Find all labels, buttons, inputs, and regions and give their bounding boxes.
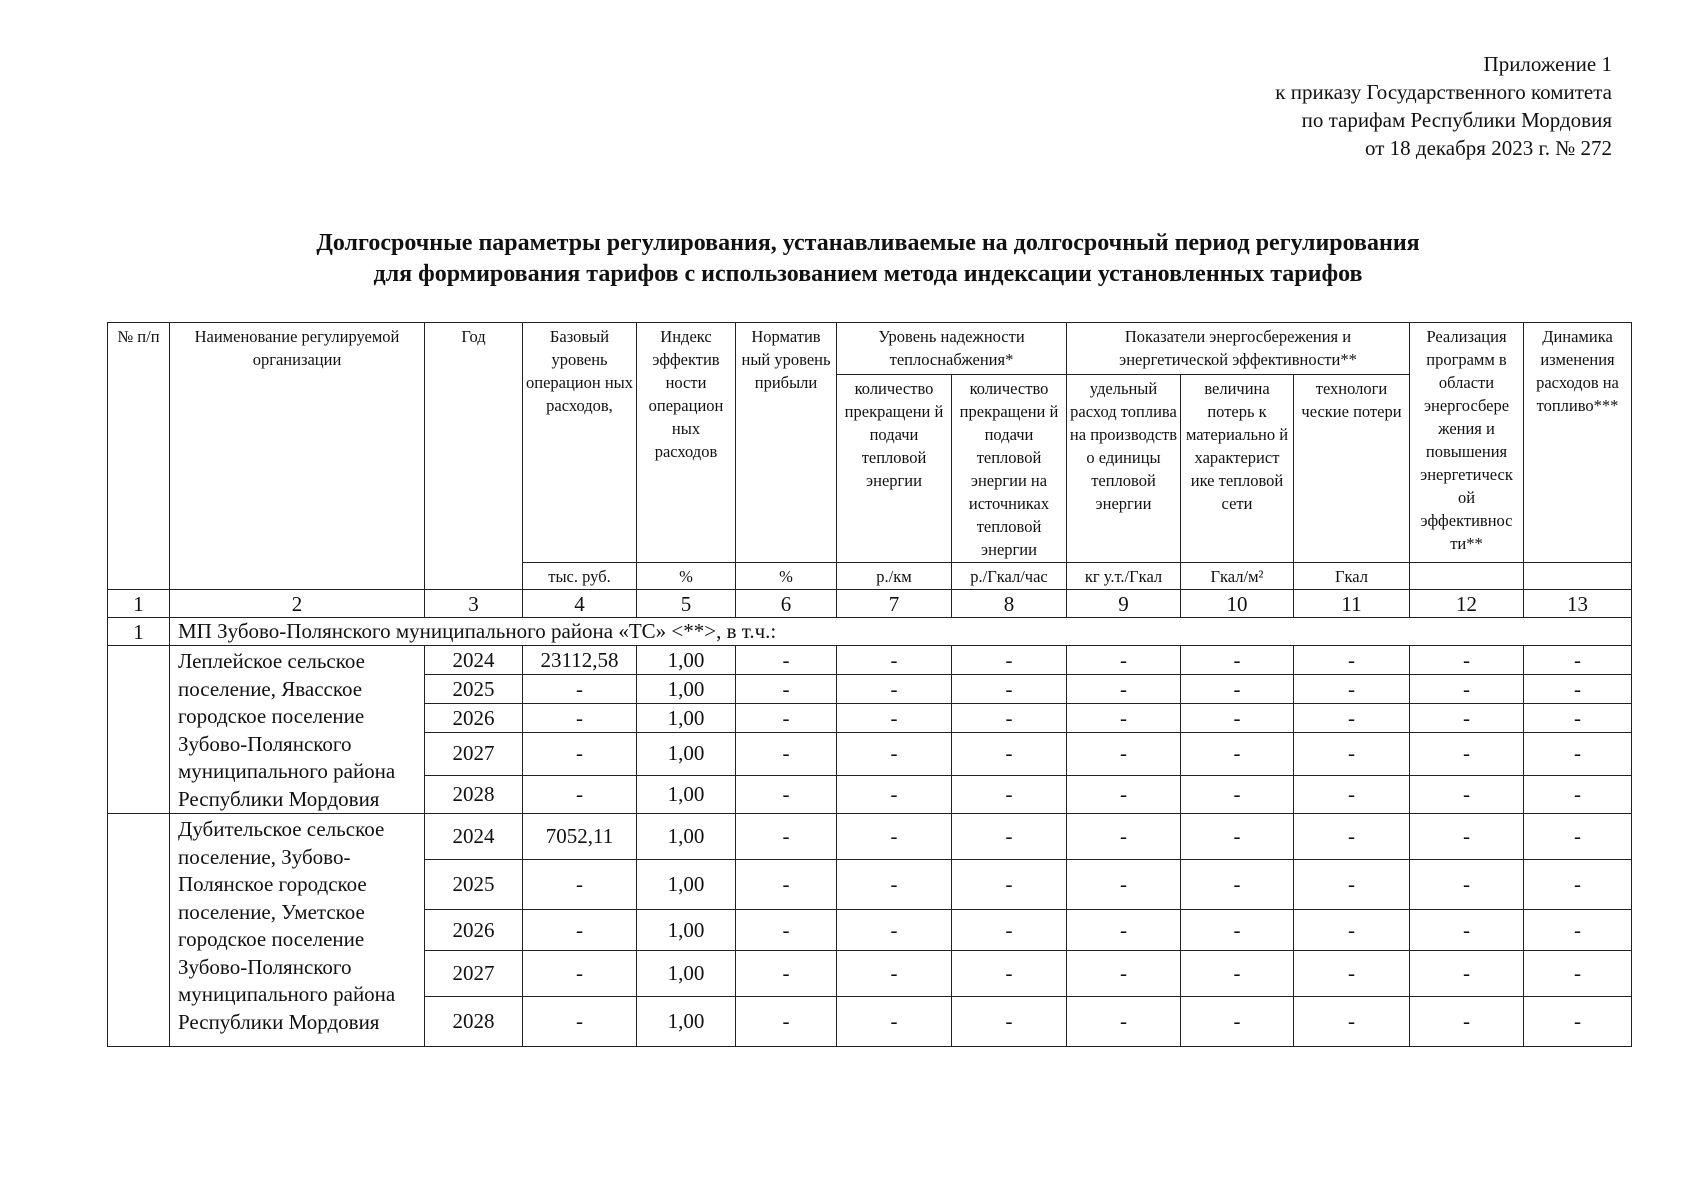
- appendix-line: к приказу Государственного комитета: [1275, 80, 1612, 104]
- cell-c12: -: [1410, 704, 1524, 733]
- cell-c9: -: [1067, 860, 1181, 910]
- cell-c9: -: [1067, 997, 1181, 1047]
- cell-c7: -: [837, 997, 952, 1047]
- cell-c12: -: [1410, 775, 1524, 813]
- cell-base: 23112,58: [523, 646, 637, 675]
- cell-c11: -: [1294, 646, 1410, 675]
- cell-c10: -: [1181, 910, 1294, 951]
- cell-c8: -: [952, 951, 1067, 997]
- header-num: № п/п: [108, 323, 170, 590]
- column-number: 7: [837, 590, 952, 618]
- cell-c7: -: [837, 860, 952, 910]
- cell-c8: -: [952, 910, 1067, 951]
- cell-c9: -: [1067, 814, 1181, 860]
- cell-c8: -: [952, 675, 1067, 704]
- cell-index: 1,00: [637, 860, 736, 910]
- cell-base: -: [523, 775, 637, 813]
- cell-c7: -: [837, 675, 952, 704]
- group-number-cell: [108, 646, 170, 814]
- cell-index: 1,00: [637, 675, 736, 704]
- cell-c6: -: [736, 675, 837, 704]
- cell-c7: -: [837, 646, 952, 675]
- cell-year: 2026: [425, 704, 523, 733]
- cell-c10: -: [1181, 775, 1294, 813]
- cell-c7: -: [837, 704, 952, 733]
- cell-c12: -: [1410, 910, 1524, 951]
- cell-c13: -: [1524, 814, 1632, 860]
- cell-c8: -: [952, 733, 1067, 776]
- cell-c11: -: [1294, 775, 1410, 813]
- column-number: 2: [170, 590, 425, 618]
- header-programs: Реализация программ в области энергосбере жения и повышения энергетическ ой эффективнос ти**: [1410, 323, 1524, 563]
- organization-name: МП Зубово-Полянского муниципального района «ТС» <**>, в т.ч.:: [170, 618, 1632, 646]
- cell-year: 2026: [425, 910, 523, 951]
- cell-c9: -: [1067, 910, 1181, 951]
- cell-c13: -: [1524, 951, 1632, 997]
- header-fuel: Динамика изменения расходов на топливо***: [1524, 323, 1632, 563]
- unit-en-a: кг у.т./Гкал: [1067, 563, 1181, 590]
- title-line: для формирования тарифов с использованием метода индексации установленных тарифов: [373, 261, 1363, 287]
- cell-c6: -: [736, 733, 837, 776]
- cell-c13: -: [1524, 997, 1632, 1047]
- subdivision-name: Леплейское сельское поселение, Явасское городское поселение Зубово-Полянского муниципального района Республики Мордовия: [170, 646, 425, 814]
- cell-index: 1,00: [637, 910, 736, 951]
- column-number: 10: [1181, 590, 1294, 618]
- header-en-b: величина потерь к материально й характерист ике тепловой сети: [1181, 375, 1294, 563]
- cell-year: 2028: [425, 775, 523, 813]
- cell-c10: -: [1181, 997, 1294, 1047]
- cell-base: -: [523, 860, 637, 910]
- cell-year: 2025: [425, 860, 523, 910]
- cell-c11: -: [1294, 951, 1410, 997]
- header-org: Наименование регулируемой организации: [170, 323, 425, 590]
- appendix-line: Приложение 1: [1483, 52, 1612, 76]
- cell-index: 1,00: [637, 733, 736, 776]
- cell-c9: -: [1067, 704, 1181, 733]
- cell-index: 1,00: [637, 775, 736, 813]
- cell-c11: -: [1294, 910, 1410, 951]
- unit-index: %: [637, 563, 736, 590]
- cell-base: -: [523, 704, 637, 733]
- cell-c11: -: [1294, 733, 1410, 776]
- appendix-line: по тарифам Республики Мордовия: [1301, 108, 1612, 132]
- column-number: 4: [523, 590, 637, 618]
- header-year: Год: [425, 323, 523, 590]
- column-number: 9: [1067, 590, 1181, 618]
- cell-base: 7052,11: [523, 814, 637, 860]
- cell-c8: -: [952, 860, 1067, 910]
- cell-c9: -: [1067, 775, 1181, 813]
- cell-base: -: [523, 910, 637, 951]
- cell-c6: -: [736, 775, 837, 813]
- unit-rel-a: р./км: [837, 563, 952, 590]
- header-en-c: технологи ческие потери: [1294, 375, 1410, 563]
- header-en-a: удельный расход топлива на производств о единицы тепловой энергии: [1067, 375, 1181, 563]
- cell-c12: -: [1410, 814, 1524, 860]
- cell-c8: -: [952, 646, 1067, 675]
- cell-c8: -: [952, 704, 1067, 733]
- column-number: 6: [736, 590, 837, 618]
- cell-c9: -: [1067, 675, 1181, 704]
- header-rel-b: количество прекращени й подачи тепловой энергии на источниках тепловой энергии: [952, 375, 1067, 563]
- subdivision-name: Дубительское сельское поселение, Зубово-Полянское городское поселение, Уметское городское поселение Зубово-Полянского муниципального района Республики Мордовия: [170, 814, 425, 1047]
- cell-c11: -: [1294, 997, 1410, 1047]
- header-energy: Показатели энергосбережения и энергетической эффективности**: [1067, 323, 1410, 375]
- parameters-table: [107, 322, 1632, 1047]
- cell-year: 2027: [425, 951, 523, 997]
- cell-index: 1,00: [637, 997, 736, 1047]
- column-number: 3: [425, 590, 523, 618]
- cell-c6: -: [736, 646, 837, 675]
- cell-c12: -: [1410, 860, 1524, 910]
- column-number: 1: [108, 590, 170, 618]
- cell-c6: -: [736, 704, 837, 733]
- cell-c11: -: [1294, 860, 1410, 910]
- column-number: 12: [1410, 590, 1524, 618]
- unit-profit: %: [736, 563, 837, 590]
- unit-en-c: Гкал: [1294, 563, 1410, 590]
- cell-c6: -: [736, 860, 837, 910]
- unit-rel-b: р./Гкал/час: [952, 563, 1067, 590]
- group-number-cell: [108, 814, 170, 1047]
- cell-c8: -: [952, 997, 1067, 1047]
- unit-fuel: [1524, 563, 1632, 590]
- cell-c13: -: [1524, 704, 1632, 733]
- unit-base: тыс. руб.: [523, 563, 637, 590]
- organization-row: [108, 618, 1632, 646]
- column-number: 13: [1524, 590, 1632, 618]
- header-rel-a: количество прекращени й подачи тепловой энергии: [837, 375, 952, 563]
- column-number: 5: [637, 590, 736, 618]
- cell-c8: -: [952, 814, 1067, 860]
- cell-index: 1,00: [637, 814, 736, 860]
- cell-c7: -: [837, 814, 952, 860]
- appendix-line: от 18 декабря 2023 г. № 272: [1365, 136, 1612, 160]
- document-title: [0, 228, 1698, 290]
- cell-year: 2027: [425, 733, 523, 776]
- cell-c12: -: [1410, 646, 1524, 675]
- cell-index: 1,00: [637, 704, 736, 733]
- column-number: 11: [1294, 590, 1410, 618]
- cell-c7: -: [837, 910, 952, 951]
- cell-c12: -: [1410, 733, 1524, 776]
- cell-year: 2028: [425, 997, 523, 1047]
- column-number: 8: [952, 590, 1067, 618]
- cell-c6: -: [736, 951, 837, 997]
- cell-c13: -: [1524, 910, 1632, 951]
- cell-c10: -: [1181, 733, 1294, 776]
- cell-base: -: [523, 951, 637, 997]
- cell-c10: -: [1181, 646, 1294, 675]
- cell-c11: -: [1294, 704, 1410, 733]
- unit-en-b: Гкал/м²: [1181, 563, 1294, 590]
- cell-c10: -: [1181, 814, 1294, 860]
- cell-c7: -: [837, 775, 952, 813]
- cell-c6: -: [736, 814, 837, 860]
- cell-year: 2025: [425, 675, 523, 704]
- cell-year: 2024: [425, 814, 523, 860]
- cell-c9: -: [1067, 733, 1181, 776]
- cell-c7: -: [837, 733, 952, 776]
- cell-c9: -: [1067, 646, 1181, 675]
- cell-base: -: [523, 733, 637, 776]
- appendix-block: [1275, 50, 1612, 162]
- cell-c7: -: [837, 951, 952, 997]
- header-base: Базовый уровень операцион ных расходов,: [523, 323, 637, 563]
- header-index: Индекс эффектив ности операцион ных расходов: [637, 323, 736, 563]
- cell-c13: -: [1524, 646, 1632, 675]
- cell-c6: -: [736, 910, 837, 951]
- unit-programs: [1410, 563, 1524, 590]
- cell-year: 2024: [425, 646, 523, 675]
- column-number-row: [108, 590, 1632, 618]
- cell-c13: -: [1524, 733, 1632, 776]
- cell-base: -: [523, 997, 637, 1047]
- cell-c12: -: [1410, 997, 1524, 1047]
- cell-c9: -: [1067, 951, 1181, 997]
- header-reliability: Уровень надежности теплоснабжения*: [837, 323, 1067, 375]
- table-row: [108, 814, 1632, 860]
- cell-c6: -: [736, 997, 837, 1047]
- cell-c13: -: [1524, 675, 1632, 704]
- cell-index: 1,00: [637, 951, 736, 997]
- header-profit: Норматив ный уровень прибыли: [736, 323, 837, 563]
- cell-base: -: [523, 675, 637, 704]
- cell-c10: -: [1181, 951, 1294, 997]
- cell-c10: -: [1181, 704, 1294, 733]
- cell-index: 1,00: [637, 646, 736, 675]
- cell-c11: -: [1294, 814, 1410, 860]
- cell-c10: -: [1181, 675, 1294, 704]
- cell-c12: -: [1410, 951, 1524, 997]
- cell-c12: -: [1410, 675, 1524, 704]
- cell-c13: -: [1524, 775, 1632, 813]
- title-line: Долгосрочные параметры регулирования, устанавливаемые на долгосрочный период регулирования: [316, 230, 1420, 256]
- cell-c8: -: [952, 775, 1067, 813]
- cell-c11: -: [1294, 675, 1410, 704]
- cell-c10: -: [1181, 860, 1294, 910]
- cell-c13: -: [1524, 860, 1632, 910]
- organization-number: 1: [108, 618, 170, 646]
- table-row: [108, 646, 1632, 675]
